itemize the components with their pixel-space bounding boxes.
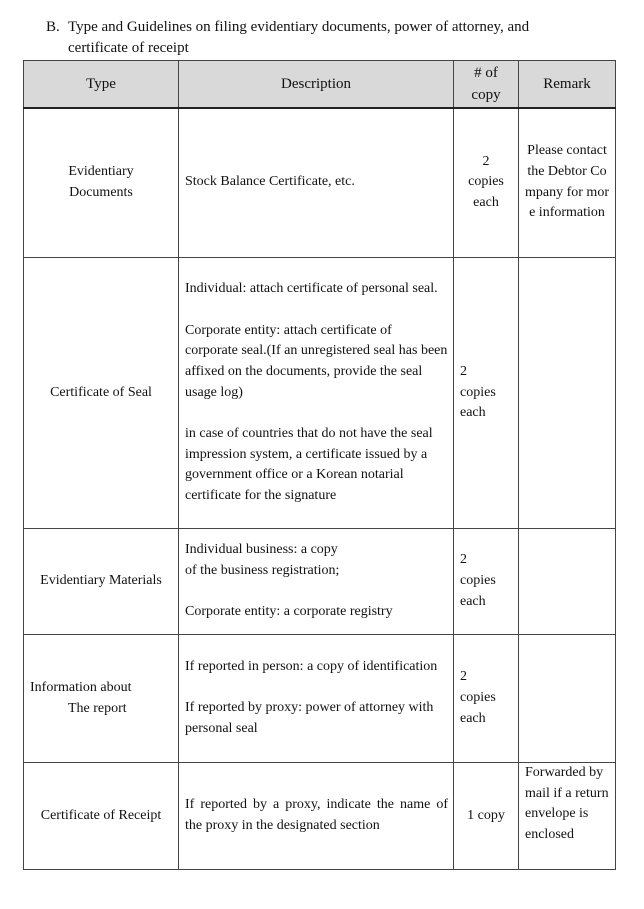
table-row bbox=[24, 529, 616, 635]
copies-line3: each bbox=[460, 405, 486, 421]
description-paragraph: Corporate entity: attach certificate of corporate seal.(If an unregistered seal has been affixed on the documents, provide the seal usage log) bbox=[185, 322, 448, 400]
type-line1: Information about bbox=[30, 679, 132, 695]
cell-copies bbox=[454, 635, 519, 763]
filing-guidelines-table bbox=[23, 60, 616, 870]
cell-copies bbox=[454, 529, 519, 635]
cell-type: Evidentiary Materials bbox=[24, 529, 179, 635]
header-copies-line2: copy bbox=[471, 86, 501, 103]
cell-copies bbox=[454, 258, 519, 529]
header-copies-line1: # of bbox=[474, 64, 498, 81]
copies-line3: each bbox=[460, 593, 486, 609]
description-line: of the business registration; bbox=[185, 562, 340, 578]
copies-line2: copies bbox=[460, 573, 496, 589]
header-remark: Remark bbox=[519, 61, 616, 108]
cell-type: Certificate of Receipt bbox=[24, 763, 179, 870]
cell-copies: 1 copy bbox=[454, 763, 519, 870]
cell-description bbox=[179, 529, 454, 635]
table-row bbox=[24, 635, 616, 763]
table-header-row bbox=[24, 61, 616, 108]
header-copies bbox=[454, 61, 519, 108]
copies-line2: copies bbox=[468, 174, 504, 190]
section-heading bbox=[46, 17, 610, 59]
cell-description: Stock Balance Certificate, etc. bbox=[179, 108, 454, 258]
description-paragraph: Individual: attach certificate of personal seal. bbox=[185, 281, 438, 297]
header-type: Type bbox=[24, 61, 179, 108]
cell-type: Certificate of Seal bbox=[24, 258, 179, 529]
copies-line2: copies bbox=[460, 384, 496, 400]
cell-description bbox=[179, 258, 454, 529]
type-line1: Evidentiary bbox=[68, 164, 134, 180]
cell-type bbox=[24, 635, 179, 763]
copies-line2: copies bbox=[460, 690, 496, 706]
description-paragraph: in case of countries that do not have the seal impression system, a certificate issued by a government office or a Korean notarial certificate for the signature bbox=[185, 426, 433, 504]
cell-remark: Forwarded by mail if a return envelope is enclosed bbox=[519, 763, 616, 870]
table-row bbox=[24, 763, 616, 870]
header-description: Description bbox=[179, 61, 454, 108]
cell-copies bbox=[454, 108, 519, 258]
description-line: Corporate entity: a corporate registry bbox=[185, 604, 393, 620]
copies-line1: 2 bbox=[460, 363, 467, 379]
cell-remark bbox=[519, 635, 616, 763]
cell-remark bbox=[519, 258, 616, 529]
cell-remark: Please contact the Debtor Company for more information bbox=[519, 108, 616, 258]
section-heading-line2: certificate of receipt bbox=[68, 40, 189, 56]
type-line2: The report bbox=[68, 700, 127, 716]
copies-line3: each bbox=[473, 195, 499, 211]
cell-type bbox=[24, 108, 179, 258]
section-marker: B. bbox=[46, 19, 60, 35]
section-heading-line1: Type and Guidelines on filing evidentiary documents, power of attorney, and bbox=[68, 19, 530, 35]
table-row bbox=[24, 108, 616, 258]
copies-line1: 2 bbox=[460, 552, 467, 568]
copies-line3: each bbox=[460, 710, 486, 726]
table-row bbox=[24, 258, 616, 529]
type-line2: Documents bbox=[69, 184, 133, 200]
description-line: Individual business: a copy bbox=[185, 542, 338, 558]
copies-line1: 2 bbox=[460, 669, 467, 685]
copies-line1: 2 bbox=[482, 153, 490, 169]
cell-description: If reported by a proxy, indicate the name of the proxy in the designated section bbox=[179, 763, 454, 870]
cell-description bbox=[179, 635, 454, 763]
description-paragraph: If reported by proxy: power of attorney with personal seal bbox=[185, 700, 434, 737]
description-paragraph: If reported in person: a copy of identification bbox=[185, 659, 438, 675]
cell-remark bbox=[519, 529, 616, 635]
